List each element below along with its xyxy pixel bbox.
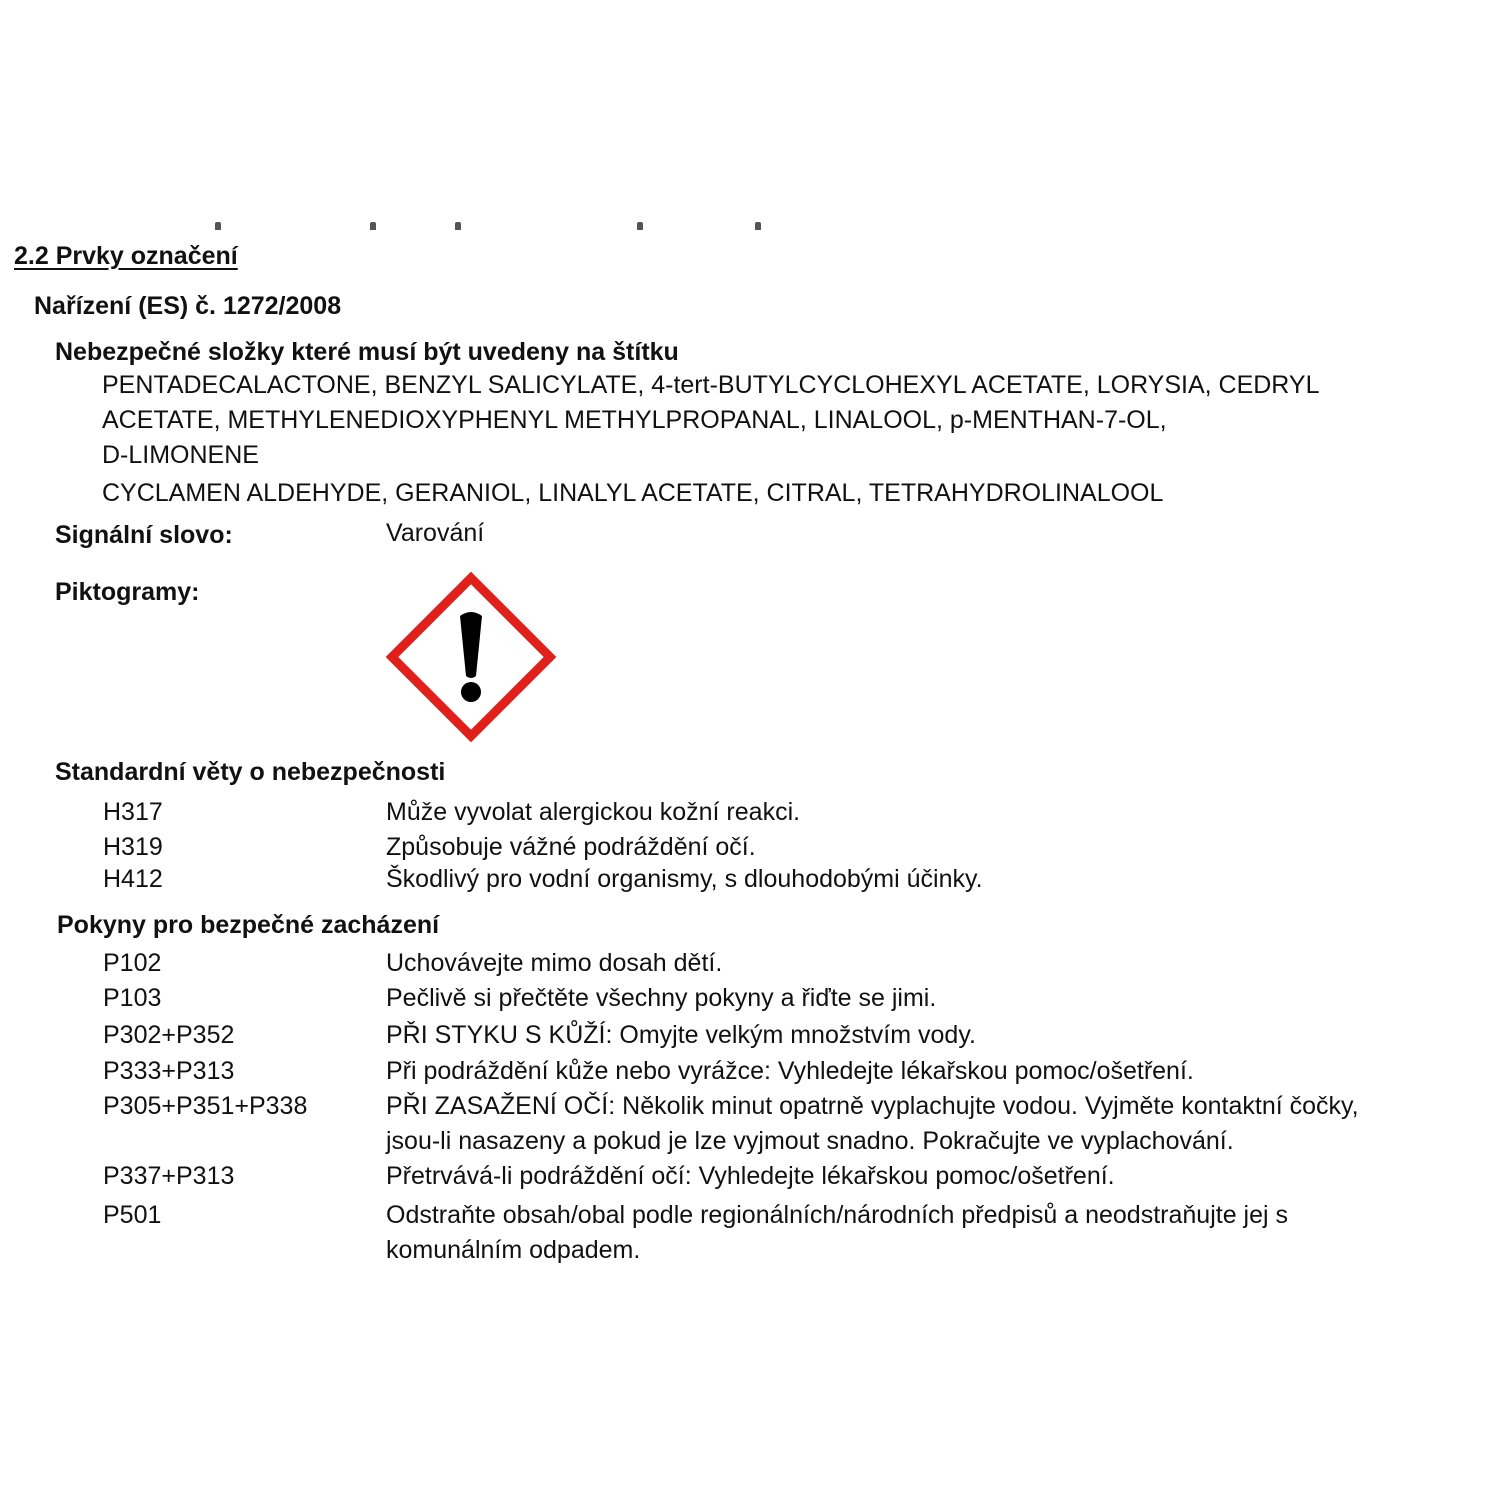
pictograms-label: Piktogramy:	[55, 578, 200, 606]
signal-word-label: Signální slovo:	[55, 521, 233, 549]
precaution-text: Uchovávejte mimo dosah dětí.	[386, 949, 723, 977]
precaution-code: P337+P313	[103, 1162, 235, 1190]
hazard-text: Může vyvolat alergickou kožní reakci.	[386, 798, 801, 826]
precaution-text-continued: jsou-li nasazeny a pokud je lze vyjmout snadno. Pokračujte ve vyplachování.	[386, 1127, 1234, 1155]
ingredients-heading: Nebezpečné složky které musí být uvedeny na štítku	[55, 338, 679, 366]
precaution-code: P333+P313	[103, 1057, 235, 1085]
precautionary-heading: Pokyny pro bezpečné zacházení	[57, 911, 440, 939]
precaution-code: P501	[103, 1201, 162, 1229]
precaution-text: Pečlivě si přečtěte všechny pokyny a řiďte se jimi.	[386, 984, 937, 1012]
precaution-text: Při podráždění kůže nebo vyrážce: Vyhledejte lékařskou pomoc/ošetření.	[386, 1057, 1194, 1085]
precaution-text: Odstraňte obsah/obal podle regionálních/národních předpisů a neodstraňujte jej s	[386, 1201, 1289, 1229]
hazard-text: Škodlivý pro vodní organismy, s dlouhodobými účinky.	[386, 865, 983, 893]
precaution-code: P302+P352	[103, 1021, 235, 1049]
hazard-statements-heading: Standardní věty o nebezpečnosti	[55, 758, 446, 786]
signal-word-value: Varování	[386, 519, 485, 547]
hazard-code: H412	[103, 865, 163, 893]
ingredients-line: ACETATE, METHYLENEDIOXYPHENYL METHYLPROPANAL, LINALOOL, p-MENTHAN-7-OL,	[102, 406, 1167, 434]
precaution-text: Přetrvává-li podráždění očí: Vyhledejte lékařskou pomoc/ošetření.	[386, 1162, 1115, 1190]
regulation-heading: Nařízení (ES) č. 1272/2008	[34, 292, 342, 320]
precaution-text-continued: komunálním odpadem.	[386, 1236, 641, 1264]
precaution-text: PŘI ZASAŽENÍ OČÍ: Několik minut opatrně vyplachujte vodou. Vyjměte kontaktní čočky,	[386, 1092, 1359, 1120]
ingredients-line: PENTADECALACTONE, BENZYL SALICYLATE, 4-tert-BUTYLCYCLOHEXYL ACETATE, LORYSIA, CEDRYL	[102, 371, 1320, 399]
precaution-code: P102	[103, 949, 162, 977]
ingredients-line: CYCLAMEN ALDEHYDE, GERANIOL, LINALYL ACETATE, CITRAL, TETRAHYDROLINALOOL	[102, 479, 1164, 507]
precaution-text: PŘI STYKU S KŮŽÍ: Omyjte velkým množstvím vody.	[386, 1021, 976, 1049]
precaution-code: P103	[103, 984, 162, 1012]
hazard-code: H319	[103, 833, 163, 861]
hazard-code: H317	[103, 798, 163, 826]
section-title: 2.2 Prvky označení	[14, 242, 238, 270]
ghs07-exclamation-mark-icon	[386, 572, 556, 742]
precaution-code: P305+P351+P338	[103, 1092, 308, 1120]
hazard-text: Způsobuje vážné podráždění očí.	[386, 833, 756, 861]
ingredients-line: D-LIMONENE	[102, 441, 259, 469]
cropped-text-residue	[0, 200, 1500, 230]
